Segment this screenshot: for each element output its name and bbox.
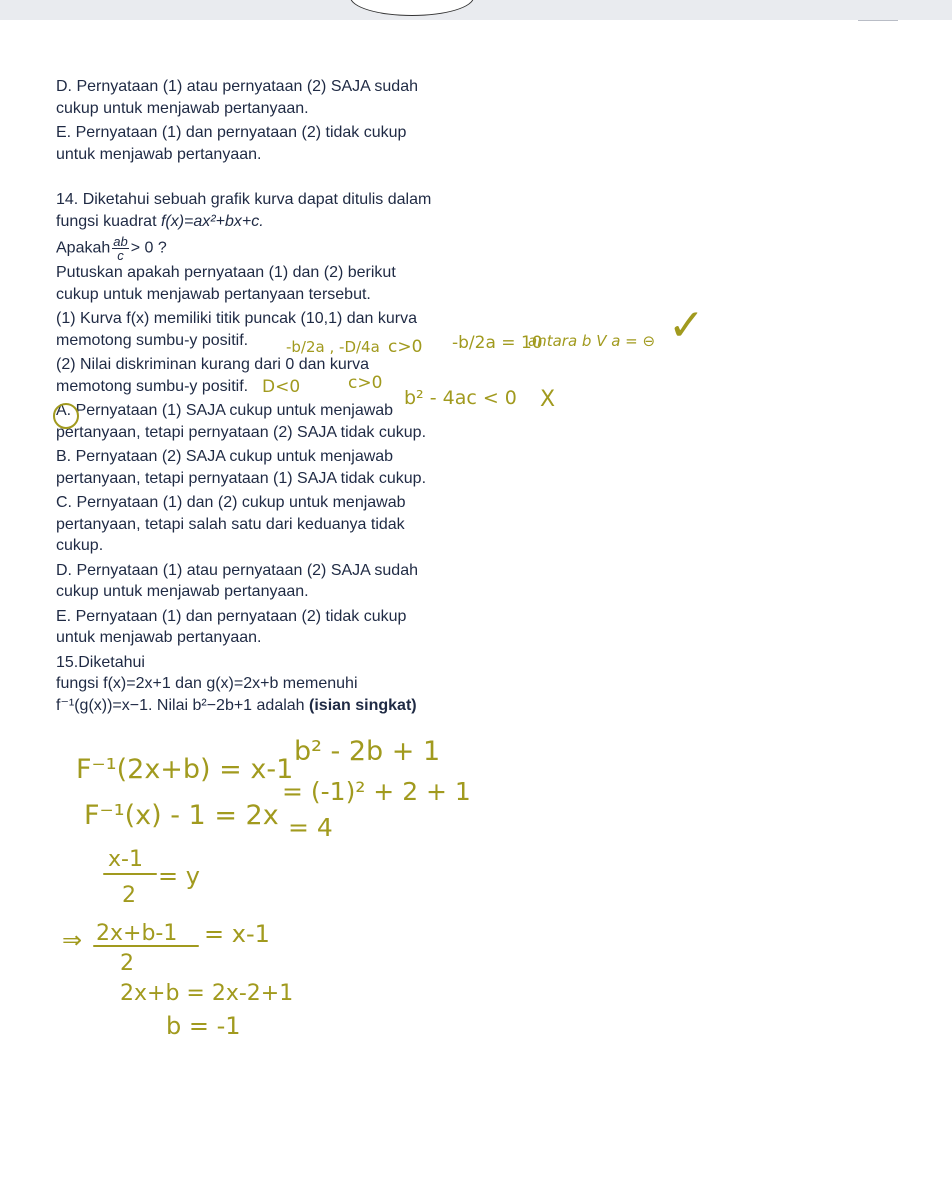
- q14-question: Apakah $\frac{ab}{c}$ > 0 ?: [56, 234, 167, 263]
- q14-instruction: Putuskan apakah pernyataan (1) dan (2) berikut cukup untuk menjawab pertanyaan tersebut.: [56, 264, 396, 303]
- hw-result-line2: = (-1)² + 2 + 1: [282, 777, 471, 806]
- q14-option-b: B. Pernyataan (2) SAJA cukup untuk menjawab pertanyaan, tetapi pernyataan (1) SAJA tidak cukup.: [56, 448, 427, 487]
- ab-over-c-fraction: $\frac{ab}{c}$: [113, 234, 128, 263]
- hw-q14-note: antara b V a = ⊖: [528, 332, 656, 350]
- hw-result-line1: b² - 2b + 1: [294, 736, 441, 767]
- hw-q14-disc: b² - 4ac < 0: [404, 387, 517, 409]
- hw-implies: ⇒: [62, 926, 83, 954]
- drawing-tool-outline: [350, 0, 474, 16]
- q14-statement-2: (2) Nilai diskriminan kurang dari 0 dan kurva memotong sumbu-y positif.: [56, 356, 370, 395]
- hw-result-line3: = 4: [288, 813, 333, 842]
- hw-q14-c2: c>0: [348, 373, 383, 393]
- q14-statement-1: (1) Kurva f(x) memiliki titik puncak (10,1) dan kurva memotong sumbu-y positif.: [56, 310, 417, 349]
- document-body: [56, 76, 456, 716]
- q14-option-d: D. Pernyataan (1) atau pernyataan (2) SAJA sudah cukup untuk menjawab pertanyaan.: [56, 561, 418, 600]
- hw-work-line1: F⁻¹(2x+b) = x-1: [76, 754, 294, 785]
- q14-option-c: C. Pernyataan (1) dan (2) cukup untuk menjawab pertanyaan, tetapi salah satu dari keduanya tidak cukup.: [56, 494, 406, 554]
- hw-frac1-num: x-1: [108, 847, 143, 872]
- toolbar-accent-line: [858, 20, 898, 21]
- hw-q14-check: ✓: [668, 300, 705, 351]
- prev-option-e: E. Pernyataan (1) dan pernyataan (2) tidak cukup untuk menjawab pertanyaan.: [56, 124, 407, 163]
- q15-stem: 15.Diketahui fungsi f(x)=2x+1 dan g(x)=2x+b memenuhi f⁻¹(g(x))=x−1. Nilai b²−2b+1 adalah (isian singkat): [56, 653, 417, 714]
- hw-q14-xv: -b/2a = 10: [452, 333, 543, 353]
- hw-q14-x: X: [540, 387, 556, 412]
- hw-frac2-num: 2x+b-1: [96, 921, 178, 946]
- top-toolbar-strip: [0, 0, 952, 20]
- hw-frac2-den: 2: [120, 951, 134, 976]
- q14-stem: 14. Diketahui sebuah grafik kurva dapat ditulis dalam fungsi kuadrat f(x)=ax²+bx+c.: [56, 191, 432, 230]
- hw-q14-vertex: -b/2a , -D/4a: [286, 338, 380, 356]
- hw-frac1-rhs: = y: [158, 862, 200, 890]
- hw-work-line5: 2x+b = 2x-2+1: [120, 981, 294, 1006]
- hw-work-line2: F⁻¹(x) - 1 = 2x: [84, 800, 279, 831]
- hw-frac2-rhs: = x-1: [204, 920, 270, 948]
- hw-frac1-den: 2: [122, 883, 136, 908]
- q14-option-a: A. Pernyataan (1) SAJA cukup untuk menjawab pertanyaan, tetapi pernyataan (2) SAJA tidak cukup.: [56, 402, 427, 441]
- q14-option-e: E. Pernyataan (1) dan pernyataan (2) tidak cukup untuk menjawab pertanyaan.: [56, 607, 407, 646]
- prev-option-d: D. Pernyataan (1) atau pernyataan (2) SAJA sudah cukup untuk menjawab pertanyaan.: [56, 78, 418, 117]
- hw-q14-c: c>0: [388, 337, 423, 357]
- hw-q14-d: D<0: [262, 377, 301, 397]
- hw-work-line6: b = -1: [166, 1012, 241, 1040]
